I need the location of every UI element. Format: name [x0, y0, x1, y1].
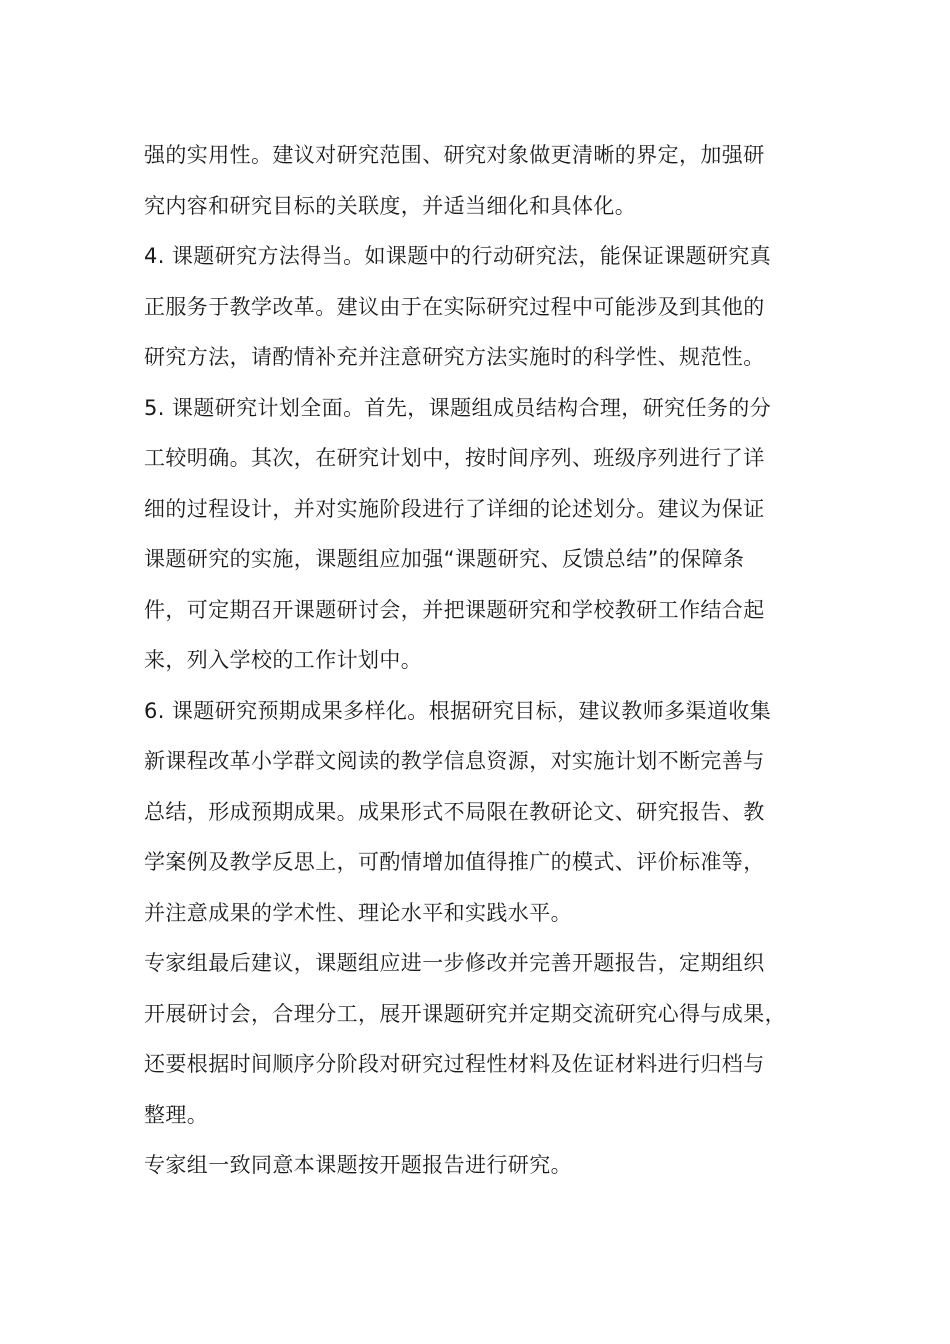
text-line: 5. 课题研究计划全面。首先，课题组成员结构合理，研究任务的分: [144, 395, 772, 420]
text-line: 4. 课题研究方法得当。如课题中的行动研究法，能保证课题研究真: [144, 244, 772, 268]
text-line: 件，可定期召开课题研讨会，并把课题研究和学校教研工作结合起: [144, 597, 765, 622]
text-line: 学案例及教学反思上，可酌情增加值得推广的模式、评价标准等，: [144, 850, 765, 874]
text-line: 总结，形成预期成果。成果形式不局限在教研论文、研究报告、教: [144, 799, 765, 824]
text-line: 正服务于教学改革。建议由于在实际研究过程中可能涉及到其他的: [144, 294, 765, 319]
text-line: 并注意成果的学术性、理论水平和实践水平。: [144, 900, 572, 925]
text-line: 专家组最后建议，课题组应进一步修改并完善开题报告，定期组织: [144, 951, 765, 975]
text-line: 工较明确。其次，在研究计划中，按时间序列、班级序列进行了详: [144, 446, 765, 470]
text-line: 细的过程设计，并对实施阶段进行了详细的论述划分。建议为保证: [144, 496, 765, 521]
text-line: 还要根据时间顺序分阶段对研究过程性材料及佐证材料进行归档与: [144, 1052, 765, 1076]
text-line: 来，列入学校的工作计划中。: [144, 648, 423, 672]
document-body: [144, 130, 844, 1191]
text-line: 强的实用性。建议对研究范围、研究对象做更清晰的界定，加强研: [144, 143, 765, 167]
text-line: 新课程改革小学群文阅读的教学信息资源，对实施计划不断完善与: [144, 749, 765, 773]
text-line: 究内容和研究目标的关联度，并适当细化和具体化。: [144, 193, 637, 218]
text-line: 整理。: [144, 1102, 209, 1127]
text-line: 专家组一致同意本课题按开题报告进行研究。: [144, 1153, 572, 1177]
text-line: 课题研究的实施，课题组应加强“课题研究、反馈总结”的保障条: [144, 547, 745, 571]
text-line: 开展研讨会，合理分工，展开课题研究并定期交流研究心得与成果，: [144, 1001, 786, 1026]
text-line: 6. 课题研究预期成果多样化。根据研究目标，建议教师多渠道收集: [144, 698, 772, 723]
text-line: 研究方法，请酌情补充并注意研究方法实施时的科学性、规范性。: [144, 345, 765, 369]
